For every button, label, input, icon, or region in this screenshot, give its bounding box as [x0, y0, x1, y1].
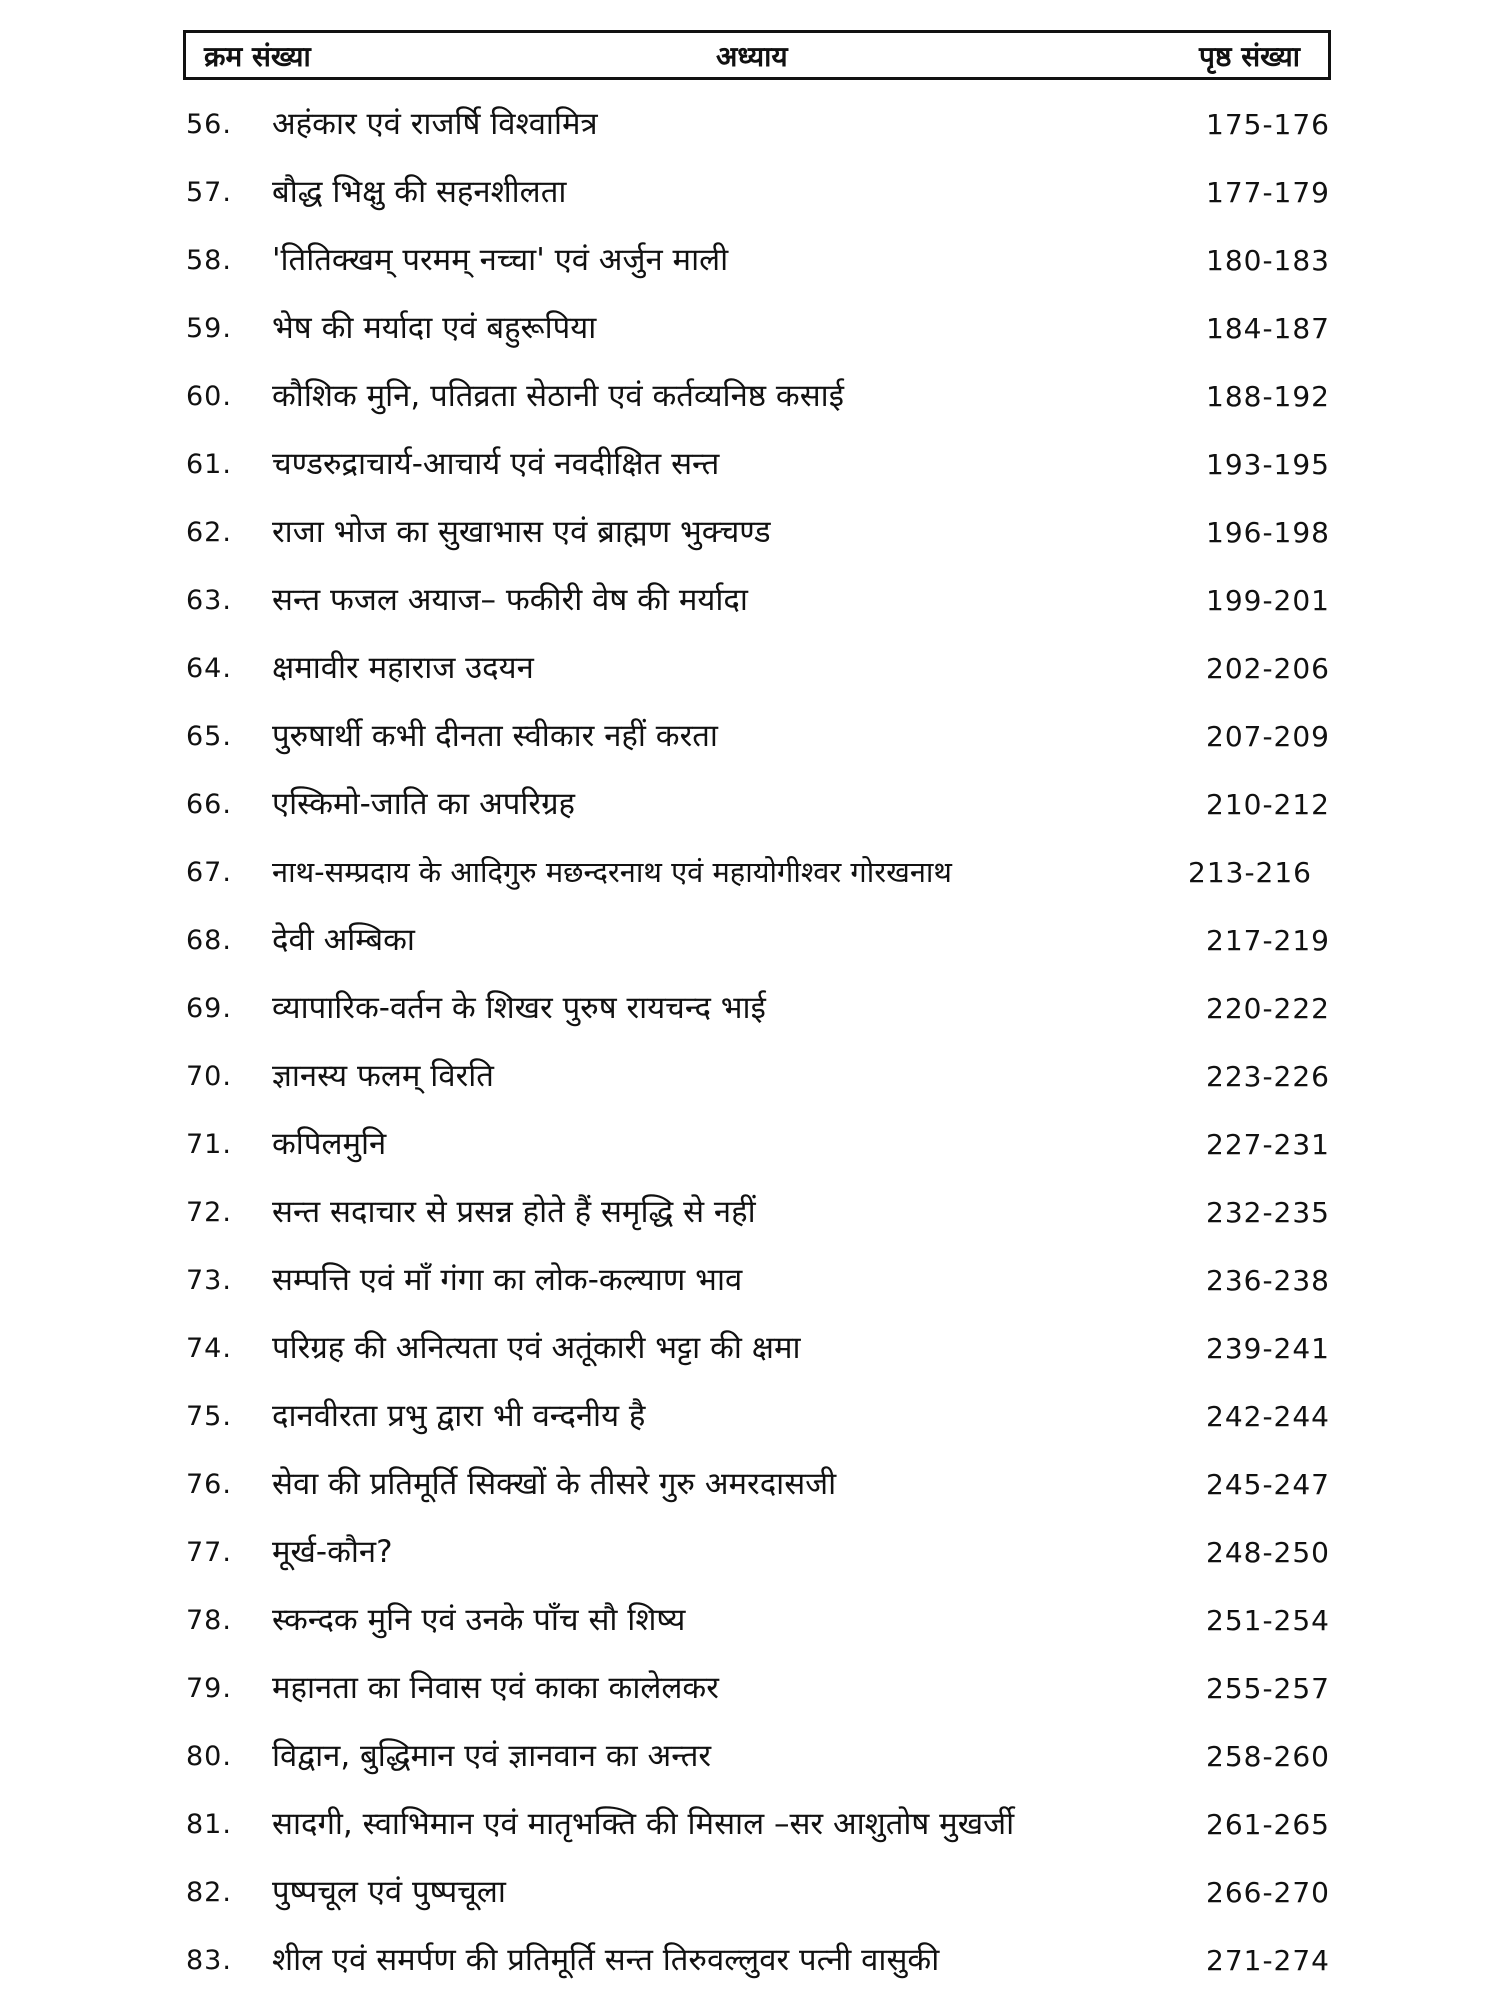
- entry-title: सन्त फजल अयाज– फकीरी वेष की मर्यादा: [272, 582, 748, 618]
- entry-title: विद्वान, बुद्धिमान एवं ज्ञानवान का अन्तर: [272, 1738, 712, 1774]
- entry-page-range: 177-179: [1206, 176, 1330, 209]
- entry-number: 79.: [186, 1673, 232, 1704]
- entry-title: बौद्ध भिक्षु की सहनशीलता: [272, 174, 567, 210]
- entry-number: 59.: [186, 313, 232, 344]
- entry-number: 69.: [186, 993, 232, 1024]
- entry-number: 83.: [186, 1945, 232, 1976]
- entry-page-range: 202-206: [1206, 652, 1330, 685]
- entry-title: 'तितिक्खम् परमम् नच्चा' एवं अर्जुन माली: [272, 242, 729, 278]
- toc-entry: [0, 1727, 1500, 1795]
- entry-page-range: 180-183: [1206, 244, 1330, 277]
- entry-page-range: 258-260: [1206, 1740, 1330, 1773]
- entry-page-range: 261-265: [1206, 1808, 1330, 1841]
- toc-entry: [0, 639, 1500, 707]
- toc-entry: [0, 1455, 1500, 1523]
- entry-number: 78.: [186, 1605, 232, 1636]
- entry-title: राजा भोज का सुखाभास एवं ब्राह्मण भुक्चण्ड: [272, 514, 771, 550]
- entry-number: 67.: [186, 857, 232, 888]
- entry-page-range: 217-219: [1206, 924, 1330, 957]
- entry-page-range: 242-244: [1206, 1400, 1330, 1433]
- entry-page-range: 271-274: [1206, 1944, 1330, 1977]
- entry-page-range: 175-176: [1206, 108, 1330, 141]
- entry-title: भेष की मर्यादा एवं बहुरूपिया: [272, 310, 597, 346]
- entry-page-range: 236-238: [1206, 1264, 1330, 1297]
- entry-page-range: 199-201: [1206, 584, 1330, 617]
- toc-entry: [0, 1931, 1500, 1999]
- entry-number: 58.: [186, 245, 232, 276]
- chapter-header: अध्याय: [716, 40, 788, 73]
- entry-number: 64.: [186, 653, 232, 684]
- toc-entry: [0, 1591, 1500, 1659]
- toc-entry: [0, 95, 1500, 163]
- entry-number: 77.: [186, 1537, 232, 1568]
- toc-entry: [0, 1387, 1500, 1455]
- toc-entry: [0, 1319, 1500, 1387]
- entry-number: 82.: [186, 1877, 232, 1908]
- toc-entry: [0, 1251, 1500, 1319]
- entry-number: 80.: [186, 1741, 232, 1772]
- entry-title: अहंकार एवं राजर्षि विश्वामित्र: [272, 106, 598, 142]
- toc-entry: [0, 1863, 1500, 1931]
- toc-entry: [0, 435, 1500, 503]
- toc-entry: [0, 503, 1500, 571]
- toc-entry: [0, 979, 1500, 1047]
- entry-title: देवी अम्बिका: [272, 922, 415, 958]
- entry-page-range: 251-254: [1206, 1604, 1330, 1637]
- entry-title: नाथ-सम्प्रदाय के आदिगुरु मछन्दरनाथ एवं महायोगीश्वर गोरखनाथ: [272, 855, 952, 889]
- entry-page-range: 196-198: [1206, 516, 1330, 549]
- serial-number-header: क्रम संख्या: [204, 40, 311, 73]
- entry-title: सादगी, स्वाभिमान एवं मातृभक्ति की मिसाल –सर आशुतोष मुखर्जी: [272, 1806, 1015, 1842]
- entry-page-range: 266-270: [1206, 1876, 1330, 1909]
- entry-number: 63.: [186, 585, 232, 616]
- entry-page-range: 184-187: [1206, 312, 1330, 345]
- toc-entry: [0, 911, 1500, 979]
- toc-entry: [0, 775, 1500, 843]
- page-number-header: पृष्ठ संख्या: [1199, 40, 1300, 73]
- entry-number: 70.: [186, 1061, 232, 1092]
- entry-title: क्षमावीर महाराज उदयन: [272, 650, 534, 686]
- toc-entry: [0, 707, 1500, 775]
- entry-page-range: 210-212: [1206, 788, 1330, 821]
- toc-entry: [0, 299, 1500, 367]
- entry-page-range: 255-257: [1206, 1672, 1330, 1705]
- entry-title: सन्त सदाचार से प्रसन्न होते हैं समृद्धि से नहीं: [272, 1194, 756, 1230]
- entry-title: स्कन्दक मुनि एवं उनके पाँच सौ शिष्य: [272, 1602, 686, 1638]
- entry-page-range: 239-241: [1206, 1332, 1330, 1365]
- entry-title: पुष्पचूल एवं पुष्पचूला: [272, 1874, 506, 1910]
- table-header: [183, 30, 1331, 80]
- entry-page-range: 248-250: [1206, 1536, 1330, 1569]
- entry-number: 62.: [186, 517, 232, 548]
- entry-title: महानता का निवास एवं काका कालेलकर: [272, 1670, 719, 1706]
- entry-page-range: 220-222: [1206, 992, 1330, 1025]
- entry-number: 65.: [186, 721, 232, 752]
- entry-title: परिग्रह की अनित्यता एवं अतूंकारी भट्टा की क्षमा: [272, 1330, 801, 1366]
- toc-entry: [0, 1047, 1500, 1115]
- toc-entry: [0, 571, 1500, 639]
- entry-number: 57.: [186, 177, 232, 208]
- entry-page-range: 245-247: [1206, 1468, 1330, 1501]
- entry-page-range: 232-235: [1206, 1196, 1330, 1229]
- entry-page-range: 223-226: [1206, 1060, 1330, 1093]
- toc-entry: [0, 163, 1500, 231]
- entry-title: सेवा की प्रतिमूर्ति सिक्खों के तीसरे गुरु अमरदासजी: [272, 1466, 837, 1502]
- entry-title: ज्ञानस्य फलम् विरति: [272, 1058, 494, 1094]
- table-of-contents: [0, 95, 1500, 1999]
- entry-number: 76.: [186, 1469, 232, 1500]
- entry-number: 81.: [186, 1809, 232, 1840]
- entry-title: दानवीरता प्रभु द्वारा भी वन्दनीय है: [272, 1398, 646, 1434]
- entry-title: एस्किमो-जाति का अपरिग्रह: [272, 786, 576, 822]
- toc-entry: [0, 1659, 1500, 1727]
- entry-title: कपिलमुनि: [272, 1126, 387, 1162]
- entry-page-range: 188-192: [1206, 380, 1330, 413]
- entry-number: 71.: [186, 1129, 232, 1160]
- entry-number: 74.: [186, 1333, 232, 1364]
- toc-entry: [0, 1115, 1500, 1183]
- toc-entry: [0, 1183, 1500, 1251]
- entry-number: 66.: [186, 789, 232, 820]
- entry-number: 61.: [186, 449, 232, 480]
- entry-title: कौशिक मुनि, पतिव्रता सेठानी एवं कर्तव्यनिष्ठ कसाई: [272, 378, 844, 414]
- entry-number: 75.: [186, 1401, 232, 1432]
- entry-page-range: 213-216: [1188, 856, 1312, 889]
- entry-title: मूर्ख-कौन?: [272, 1534, 393, 1570]
- entry-title: व्यापारिक-वर्तन के शिखर पुरुष रायचन्द भाई: [272, 990, 766, 1026]
- entry-number: 72.: [186, 1197, 232, 1228]
- entry-title: चण्डरुद्राचार्य-आचार्य एवं नवदीक्षित सन्त: [272, 446, 720, 482]
- entry-title: शील एवं समर्पण की प्रतिमूर्ति सन्त तिरुवल्लुवर पत्नी वासुकी: [272, 1942, 940, 1978]
- entry-number: 60.: [186, 381, 232, 412]
- entry-page-range: 193-195: [1206, 448, 1330, 481]
- toc-entry: [0, 1795, 1500, 1863]
- entry-title: पुरुषार्थी कभी दीनता स्वीकार नहीं करता: [272, 718, 718, 754]
- entry-title: सम्पत्ति एवं माँ गंगा का लोक-कल्याण भाव: [272, 1262, 743, 1298]
- entry-page-range: 227-231: [1206, 1128, 1330, 1161]
- entry-number: 56.: [186, 109, 232, 140]
- toc-entry: [0, 367, 1500, 435]
- toc-entry: [0, 1523, 1500, 1591]
- toc-entry: [0, 843, 1500, 911]
- toc-entry: [0, 231, 1500, 299]
- entry-number: 73.: [186, 1265, 232, 1296]
- entry-number: 68.: [186, 925, 232, 956]
- entry-page-range: 207-209: [1206, 720, 1330, 753]
